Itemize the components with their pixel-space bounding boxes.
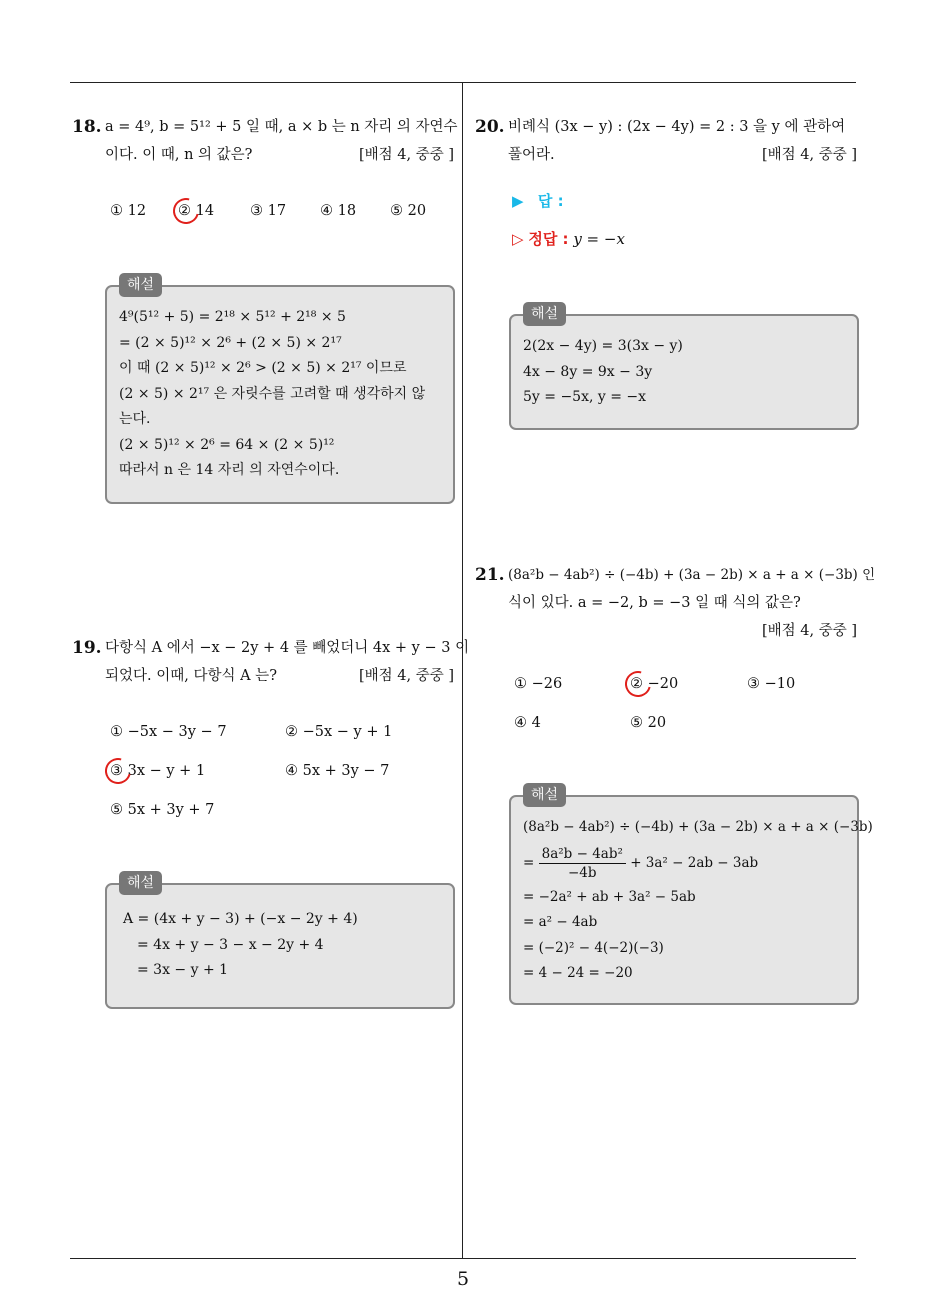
solution-box-19 [105,875,455,1009]
solution-tag: 해설 [523,783,566,807]
solution-line: 4⁹(5¹² + 5) = 2¹⁸ × 5¹² + 2¹⁸ × 5 [119,309,346,325]
selected-circle-mark [100,753,136,789]
solution-line: = 4x + y − 3 − x − 2y + 4 [137,936,324,953]
choice-3[interactable] [110,763,205,779]
choice-1[interactable]: ① −5x − 3y − 7 [110,724,227,740]
page-number: 5 [456,1268,470,1290]
solution-fraction-line: = $\frac{\text{8a²b − 4ab²}}{-4b}$ + 3a² − 2ab − 3ab [523,845,759,881]
solution-line: 는다. [119,411,151,427]
choice-label: ③ 3x − y + 1 [110,763,206,779]
solution-line: 이 때 (2 × 5)¹² × 2⁶ > (2 × 5) × 2¹⁷ 이므로 [119,360,407,376]
solution-tag: 해설 [119,273,162,297]
outline-triangle-icon: ▷ [512,230,524,248]
choice-1[interactable]: ① 12 [110,203,147,219]
question-text-line2: 풀어라. [508,147,555,163]
solution-line: = a² − 4ab [523,914,598,930]
solution-tag: 해설 [119,871,162,895]
column-divider [462,83,463,1258]
answer-label: 답 : [537,192,564,210]
question-number: 19. [72,638,102,658]
score-meta: [배점 4, 중중 ] [761,147,857,163]
fraction-denominator: −4b [567,864,597,881]
solution-box-20 [509,306,859,430]
choice-4[interactable]: ④ 4 [514,715,541,731]
question-text-line1: a = 4⁹, b = 5¹² + 5 일 때, a × b 는 n 자리 의 자연수 [105,119,458,135]
question-text-line2: 식이 있다. a = −2, b = −3 일 때 식의 값은? [508,595,801,611]
choice-5[interactable]: ⑤ 5x + 3y + 7 [110,802,215,818]
question-20 [475,113,857,169]
solution-line: = −2a² + ab + 3a² − 5ab [523,888,696,905]
question-number: 18. [72,117,102,137]
choices-18 [110,203,427,219]
solution-box-21 [509,787,873,1005]
solution-line: (2 × 5) × 2¹⁷ 은 자릿수를 고려할 때 생각하지 않 [119,385,426,402]
fraction-numerator: 8a²b − 4ab² [539,845,626,864]
solution-line: = 4 − 24 = −20 [523,965,633,981]
choice-1[interactable]: ① −26 [514,676,563,692]
solution-line: 4x − 8y = 9x − 3y [523,363,653,380]
score-meta: [배점 4, 중중 ] [761,623,857,639]
solution-box-18 [105,277,455,504]
score-meta: [배점 4, 중중 ] [358,147,454,163]
choice-4[interactable]: ④ 18 [320,203,357,219]
solution-line: 5y = −5x, y = −x [523,389,647,405]
choice-3[interactable]: ③ −10 [747,676,796,692]
solution-tag: 해설 [523,302,566,326]
solution-line: A = (4x + y − 3) + (−x − 2y + 4) [123,911,358,927]
question-number: 21. [475,565,505,585]
choice-label: ② −20 [630,676,679,692]
question-number: 20. [475,117,505,137]
question-text-line1: (8a²b − 4ab²) ÷ (−4b) + (3a − 2b) × a + a × (−3b) 인 [508,567,876,583]
choice-5[interactable]: ⑤ 20 [630,715,667,731]
choice-4[interactable]: ④ 5x + 3y − 7 [285,763,390,779]
choice-2[interactable] [630,676,678,692]
choice-2[interactable] [178,203,214,219]
solution-line: 따라서 n 은 14 자리 의 자연수이다. [119,462,340,478]
solution-line: = (2 × 5)¹² × 2⁶ + (2 × 5) × 2¹⁷ [119,334,342,351]
correct-answer-label: 정답 : [528,230,569,248]
score-meta: [배점 4, 중중 ] [358,668,454,684]
choices-21 [514,676,796,731]
question-21 [475,561,876,645]
question-text-line1: 다항식 A 에서 −x − 2y + 4 를 빼었더니 4x + y − 3 이 [105,640,470,656]
play-triangle-icon: ▶ [512,192,524,210]
question-18 [72,113,458,169]
top-rule [70,82,856,83]
question-text-line2: 되었다. 이때, 다항식 A 는? [105,668,277,684]
solution-line: = (−2)² − 4(−2)(−3) [523,939,664,956]
correct-answer-value: y = −x [573,230,625,248]
solution-line: (2 × 5)¹² × 2⁶ = 64 × (2 × 5)¹² [119,436,335,453]
solution-line: (8a²b − 4ab²) ÷ (−4b) + (3a − 2b) × a + a × (−3b) [523,819,873,835]
solution-line: = 3x − y + 1 [137,962,229,978]
selected-circle-mark [168,193,204,229]
choice-label: ② 14 [178,203,215,219]
fraction [539,845,626,882]
choices-19 [110,724,393,818]
selected-circle-mark [620,666,656,702]
solution-line: 2(2x − 4y) = 3(3x − y) [523,338,683,354]
fraction-rest: + 3a² − 2ab − 3ab [630,854,759,871]
question-text-line1: 비례식 (3x − y) : (2x − 4y) = 2 : 3 을 y 에 관하여 [508,119,846,135]
correct-answer-row [512,228,625,249]
answer-row [512,190,564,211]
question-19 [72,634,470,690]
bottom-rule [70,1258,856,1259]
question-text-line2: 이다. 이 때, n 의 값은? [105,147,253,163]
choice-2[interactable]: ② −5x − y + 1 [285,724,393,740]
choice-5[interactable]: ⑤ 20 [390,203,427,219]
choice-3[interactable]: ③ 17 [250,203,287,219]
